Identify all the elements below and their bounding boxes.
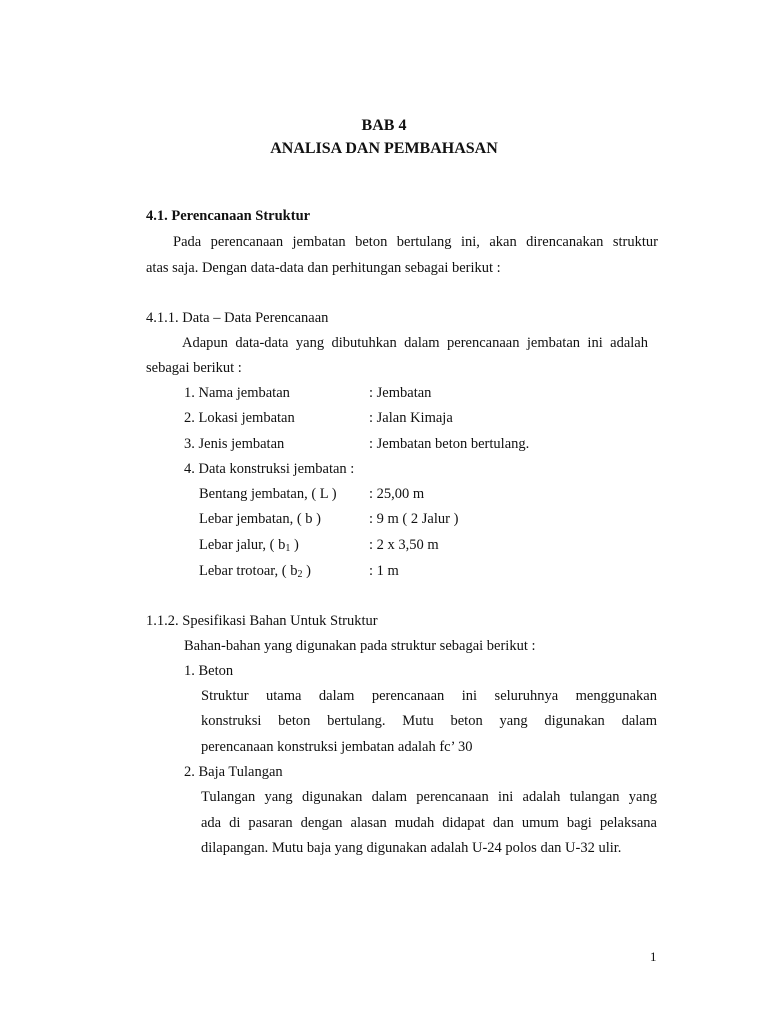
subscript: 2 <box>297 569 303 580</box>
baja-line1: Tulangan yang digunakan dalam perencanaan ini adalah tulangan yang <box>201 789 657 805</box>
construction-label: Bentang jembatan, ( L ) <box>199 486 337 502</box>
beton-line2: konstruksi beton bertulang. Mutu beton yang digunakan dalam <box>201 713 657 729</box>
data-item-value: : Jembatan beton bertulang. <box>369 436 530 452</box>
construction-label <box>199 536 299 554</box>
section-4-1-para-line2: atas saja. Dengan data-data dan perhitungan sebagai berikut : <box>146 260 501 276</box>
section-heading-4-1: 4.1. Perencanaan Struktur <box>146 208 311 224</box>
label-text: Lebar trotoar, ( b <box>199 563 298 579</box>
data-item-label: 1. Nama jembatan <box>184 385 290 401</box>
chapter-number: BAB 4 <box>361 117 407 134</box>
baja-title: 2. Baja Tulangan <box>184 764 283 780</box>
construction-label: Lebar jembatan, ( b ) <box>199 511 321 527</box>
baja-line2: ada di pasaran dengan alasan mudah didapat dan umum bagi pelaksana <box>201 815 657 831</box>
data-item-value: : Jalan Kimaja <box>369 410 453 426</box>
subscript: 1 <box>285 543 291 554</box>
label-text-end: ) <box>290 537 299 553</box>
construction-value: : 1 m <box>369 563 399 579</box>
data-item-label: 2. Lokasi jembatan <box>184 410 295 426</box>
baja-line3: dilapangan. Mutu baja yang digunakan adalah U-24 polos dan U-32 ulir. <box>201 840 622 856</box>
beton-line1: Struktur utama dalam perencanaan ini seluruhnya menggunakan <box>201 688 657 704</box>
data-intro-line2: sebagai berikut : <box>146 360 242 376</box>
section-heading-4-1-1: 4.1.1. Data – Data Perencanaan <box>146 310 329 326</box>
data-item-label: 4. Data konstruksi jembatan : <box>184 461 355 477</box>
chapter-title: ANALISA DAN PEMBAHASAN <box>270 140 498 157</box>
data-item-value: : Jembatan <box>369 385 432 401</box>
beton-line3: perencanaan konstruksi jembatan adalah fc’ 30 <box>201 739 473 755</box>
page-number: 1 <box>650 949 657 964</box>
data-intro-line1: Adapun data-data yang dibutuhkan dalam perencanaan jembatan ini adalah <box>182 335 648 351</box>
section-heading-1-1-2: 1.1.2. Spesifikasi Bahan Untuk Struktur <box>146 613 378 629</box>
section-4-1-para-line1: Pada perencanaan jembatan beton bertulang ini, akan direncanakan struktur <box>173 234 658 250</box>
construction-label <box>199 562 311 580</box>
label-text: Lebar jalur, ( b <box>199 537 286 553</box>
spec-intro: Bahan-bahan yang digunakan pada struktur sebagai berikut : <box>184 638 536 654</box>
beton-title: 1. Beton <box>184 663 234 679</box>
construction-value: : 9 m ( 2 Jalur ) <box>369 511 459 527</box>
data-item-label: 3. Jenis jembatan <box>184 436 285 452</box>
label-text-end: ) <box>302 563 311 579</box>
construction-value: : 2 x 3,50 m <box>369 537 439 553</box>
construction-value: : 25,00 m <box>369 486 425 502</box>
